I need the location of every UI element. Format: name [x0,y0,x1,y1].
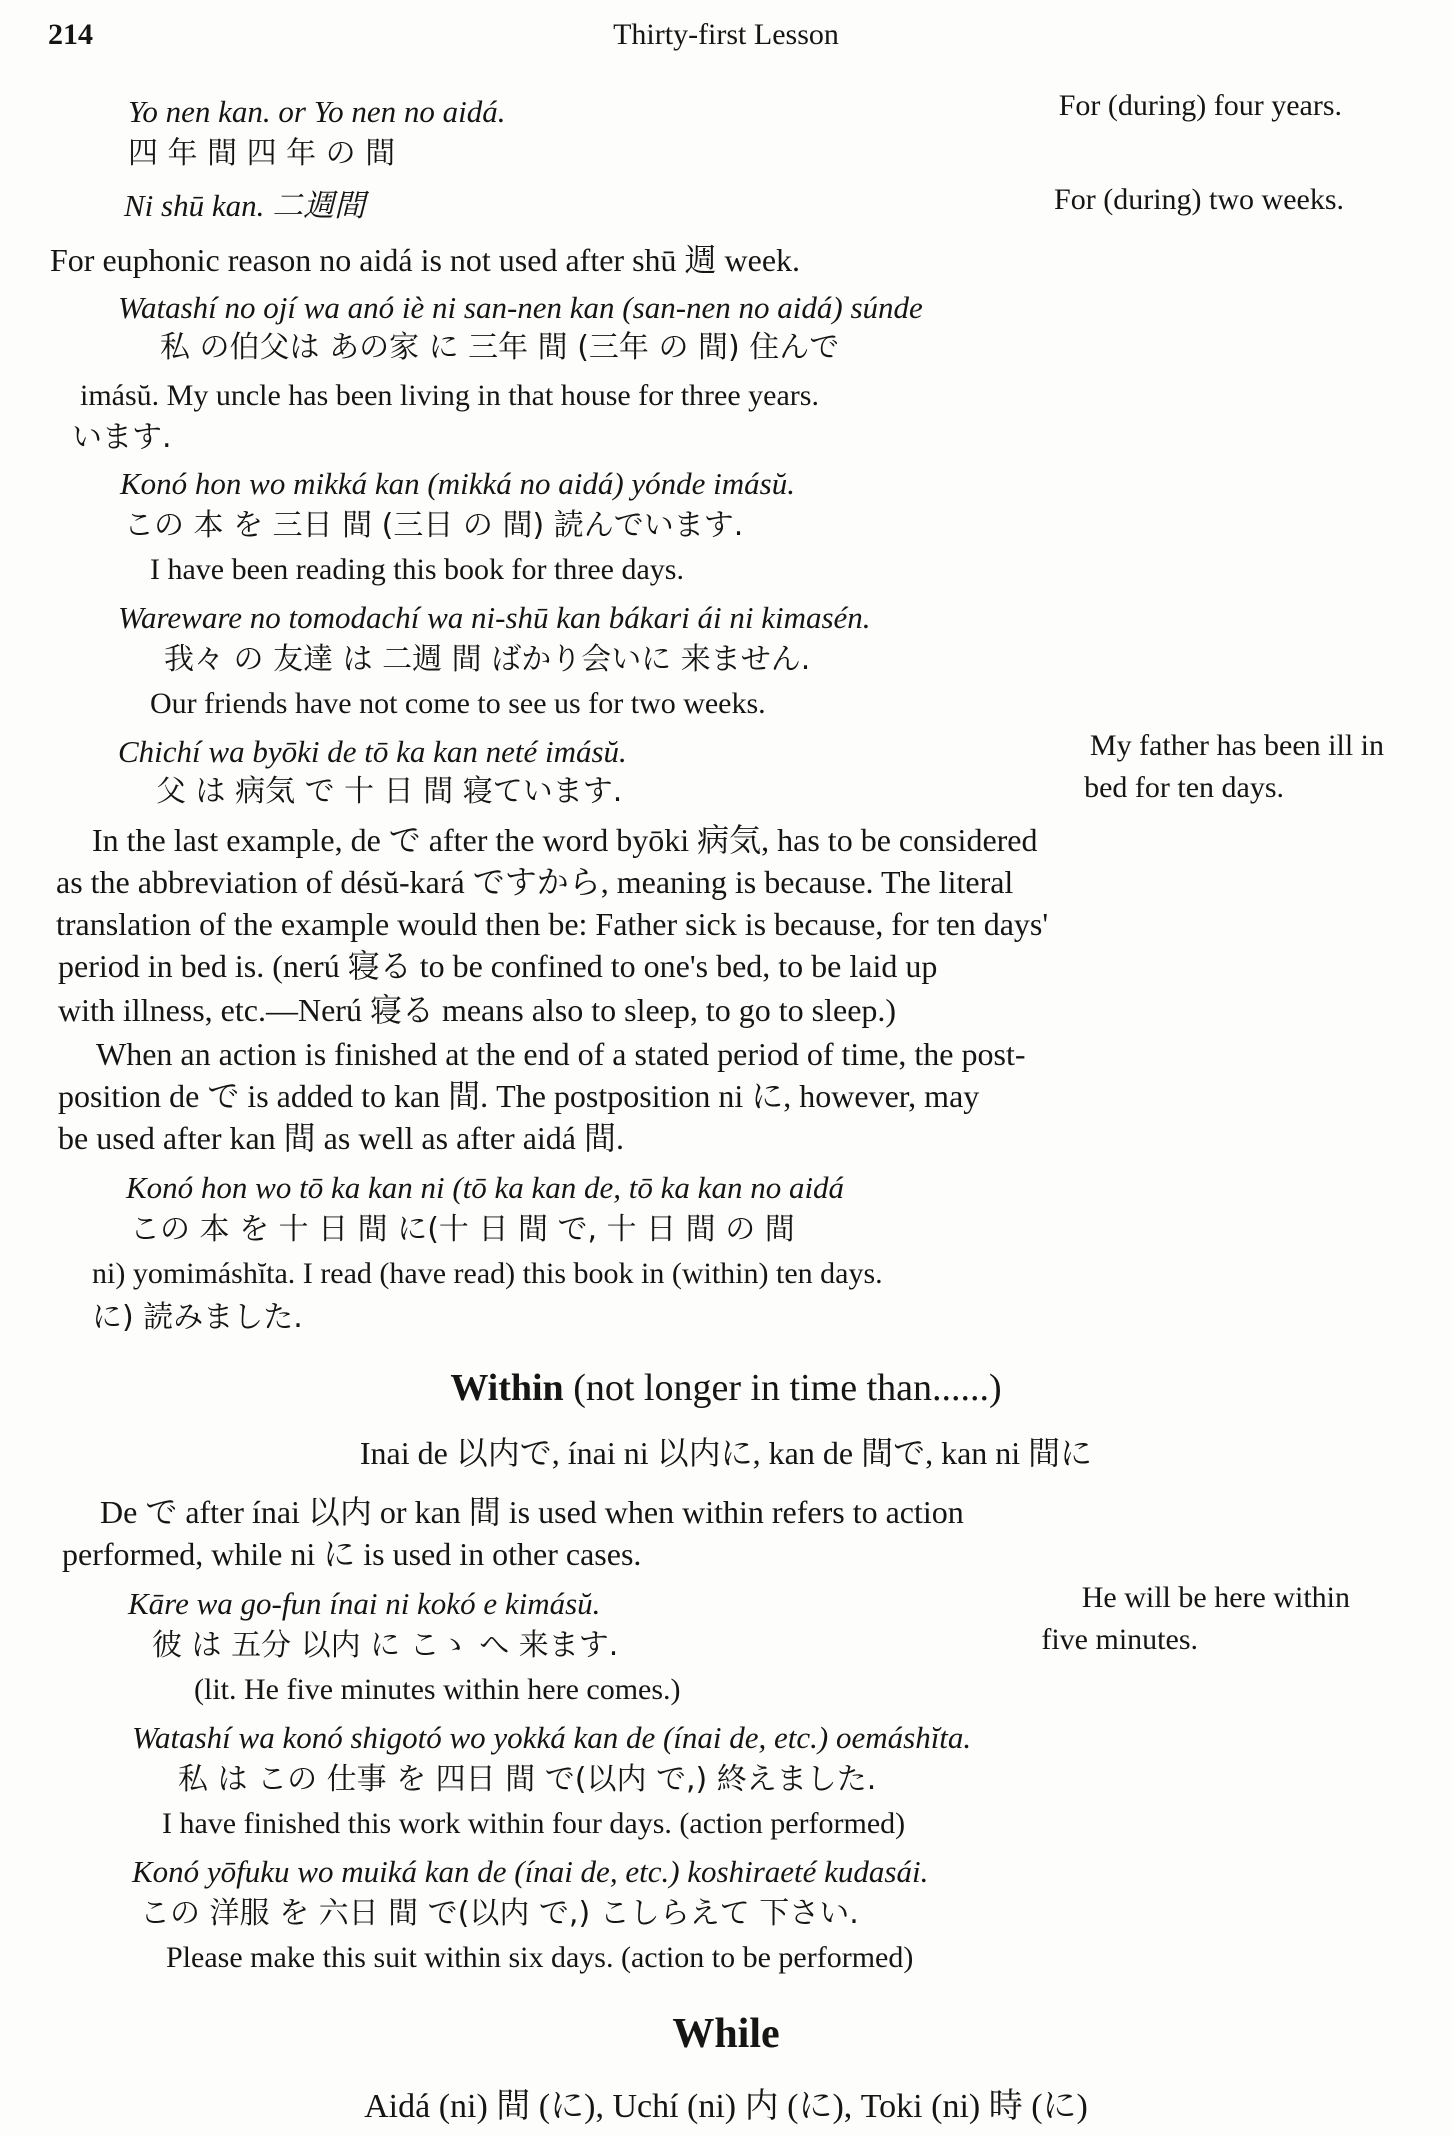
section-heading-while: While [672,2011,780,2057]
example-japanese: 四 年 間 四 年 の 間 [128,136,396,171]
example-romaji: Yo nen kan. or Yo nen no aidá. [128,94,506,129]
example-japanese: この 本 を 十 日 間 に(十 日 間 で, 十 日 間 の 間 [130,1212,795,1247]
example-japanese: この 本 を 三日 間 (三日 の 間) 読んでいます. [124,508,744,543]
example-translation: five minutes. [1041,1623,1198,1656]
example-japanese: 彼 は 五分 以内 に こゝ へ 来ます. [152,1628,619,1663]
example-translation: For (during) four years. [1058,89,1342,122]
running-title: Thirty-first Lesson [613,18,839,51]
example-translation: I have been reading this book for three days. [150,553,684,586]
example-translation: (lit. He five minutes within here comes.) [194,1673,681,1706]
example-japanese: に) 読みました. [92,1300,303,1335]
heading-qualifier: (not longer in time than......) [573,1367,1002,1409]
section-subtitle: Inai de 以内で, ínai ni 以内に, kan de 間で, kan ni 間に [359,1435,1093,1471]
heading-keyword: Within [450,1367,564,1409]
section-subtitle: Aidá (ni) 間 (に), Uchí (ni) 内 (に), Toki (ni) 時 (に) [364,2088,1088,2125]
example-japanese: 私 の伯父は あの家 に 三年 間 (三年 の 間) 住んで [160,330,840,365]
example-romaji: Chichí wa byōki de tō ka kan neté imásŭ. [118,734,627,769]
example-translation: ni) yomimáshĭta. I read (have read) this book in (within) ten days. [92,1257,883,1290]
example-translation: For (during) two weeks. [1054,183,1344,216]
example-romaji: Ni shū kan. 二週間 [124,188,366,223]
body-text: be used after kan 間 as well as after aidá 間. [58,1120,624,1156]
body-text: De で after ínai 以内 or kan 間 is used when within refers to action [100,1494,964,1530]
example-japanese: 我々 の 友達 は 二週 間 ばかり会いに 来ません. [164,642,811,677]
example-japanese: います. [72,420,172,455]
body-text: performed, while ni に is used in other cases. [62,1536,642,1572]
example-romaji: Konó hon wo tō ka kan ni (tō ka kan de, tō ka kan no aidá [126,1170,845,1205]
example-translation: My father has been ill in [1089,729,1384,762]
body-text: with illness, etc.—Nerú 寝る means also to sleep, to go to sleep.) [58,992,897,1028]
example-translation: imásŭ. My uncle has been living in that house for three years. [80,379,819,412]
example-japanese: この 洋服 を 六日 間 で(以内 で,) こしらえて 下さい. [140,1896,859,1931]
example-translation: He will be here within [1081,1581,1350,1614]
example-japanese: 私 は この 仕事 を 四日 間 で(以内 で,) 終えました. [178,1762,877,1797]
body-text: position de で is added to kan 間. The postposition ni に, however, may [58,1078,980,1114]
page-number: 214 [48,18,93,51]
body-text: In the last example, de で after the word byōki 病気, has to be considered [92,822,1038,858]
section-heading-within [0,1366,1452,1410]
body-text: When an action is finished at the end of a stated period of time, the post- [96,1036,1026,1072]
example-romaji: Kāre wa go-fun ínai ni kokó e kimásŭ. [128,1586,601,1621]
page-header [0,18,1452,58]
body-text: translation of the example would then be: Father sick is because, for ten days' [56,906,1049,942]
example-translation: Our friends have not come to see us for two weeks. [150,687,766,720]
body-text: period in bed is. (nerú 寝る to be confined to one's bed, to be laid up [58,948,938,984]
example-translation: I have finished this work within four days. (action performed) [162,1807,906,1840]
example-romaji: Konó hon wo mikká kan (mikká no aidá) yónde imásŭ. [120,466,795,501]
body-text: as the abbreviation of désŭ-kará ですから, meaning is because. The literal [56,864,1014,900]
example-translation: Please make this suit within six days. (action to be performed) [166,1941,914,1974]
example-romaji: Konó yōfuku wo muiká kan de (ínai de, etc.) koshiraeté kudasái. [132,1854,929,1889]
example-translation: bed for ten days. [1084,771,1284,804]
example-romaji: Watashí no ojí wa anó iè ni san-nen kan (san-nen no aidá) súnde [118,290,923,325]
example-romaji: Watashí wa konó shigotó wo yokká kan de (ínai de, etc.) oemáshĭta. [132,1720,972,1755]
example-romaji: Wareware no tomodachí wa ni-shū kan bákari ái ni kimasén. [118,600,871,635]
body-text: For euphonic reason no aidá is not used after shū 週 week. [50,242,801,278]
example-japanese: 父 は 病気 で 十 日 間 寝ています. [156,774,623,809]
